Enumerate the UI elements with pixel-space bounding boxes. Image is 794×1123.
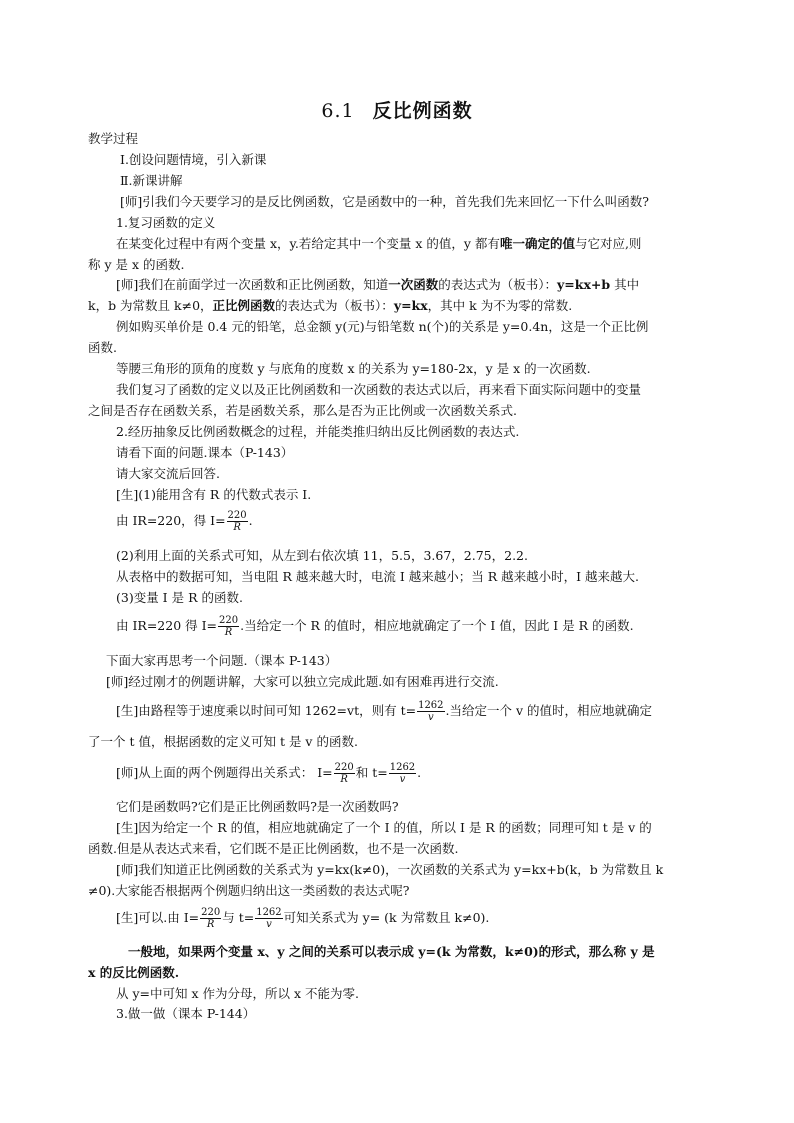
paragraph-line-with-fraction bbox=[116, 907, 489, 930]
fraction-denominator: v bbox=[427, 712, 434, 723]
paragraph-line-with-fraction bbox=[116, 700, 652, 723]
fraction-220-over-r bbox=[218, 615, 239, 638]
section-number: 6.1 bbox=[321, 100, 355, 122]
text-run: 的表达式为（板书）： bbox=[438, 277, 558, 292]
paragraph-line: 函数. bbox=[88, 340, 117, 355]
section-new-lesson: Ⅱ.新课讲解 bbox=[120, 173, 183, 188]
fraction-numerator: 220 bbox=[227, 510, 247, 521]
text-run: 可知关系式为 y= (k 为常数且 k≠0). bbox=[283, 910, 490, 925]
bold-text-run: 一次函数 bbox=[388, 277, 439, 292]
text-run: 与它对应,则 bbox=[574, 236, 642, 251]
text-run: .当给定一个 v 的值时，相应地就确定 bbox=[445, 703, 653, 718]
subheading-try: 3.做一做（课本 P-144） bbox=[116, 1006, 256, 1021]
paragraph-line: 之间是否存在函数关系，若是函数关系，那么是否为正比例或一次函数关系式. bbox=[88, 403, 517, 418]
text-run: [生]由路程等于速度乘以时间可知 1262=vt，则有 t= bbox=[116, 703, 417, 718]
section-name: 反比例函数 bbox=[372, 100, 473, 122]
text-run: [师]从上面的两个例题得出关系式： I= bbox=[116, 765, 333, 780]
fraction-220-over-r bbox=[200, 907, 221, 930]
paragraph-line: 请看下面的问题.课本（P-143） bbox=[116, 445, 294, 460]
fraction-numerator: 220 bbox=[201, 907, 221, 918]
paragraph-line: 函数.但是从表达式来看，它们既不是正比例函数，也不是一次函数. bbox=[88, 841, 459, 856]
fraction-denominator: v bbox=[266, 919, 272, 930]
formula-proportional: y=kx bbox=[393, 298, 428, 313]
page-title bbox=[0, 96, 794, 123]
text-run: ，其中 k 为不为零的常数. bbox=[427, 298, 573, 313]
fraction-denominator: R bbox=[206, 919, 215, 930]
text-run: 由 IR=220，得 I= bbox=[116, 513, 226, 528]
paragraph-line-with-fraction bbox=[116, 762, 421, 785]
paragraph-line: [生]因为给定一个 R 的值，相应地就确定了一个 I 的值，所以 I 是 R 的函数；同理可知 t 是 v 的 bbox=[116, 820, 652, 835]
text-run: [生]可以.由 I= bbox=[116, 910, 200, 925]
fraction-1262-over-v bbox=[389, 762, 416, 785]
definition-line: x 的反比例函数. bbox=[88, 965, 180, 980]
paragraph-line: 从 y=中可知 x 作为分母，所以 x 不能为零. bbox=[116, 986, 359, 1001]
formula-linear: y=kx+b bbox=[557, 277, 611, 292]
paragraph-line: (2)利用上面的关系式可知，从左到右依次填 11，5.5，3.67，2.75，2.2. bbox=[116, 548, 528, 563]
paragraph-line bbox=[88, 298, 572, 314]
fraction-1262-over-v bbox=[255, 907, 282, 930]
fraction-220-over-r bbox=[334, 762, 355, 785]
text-run: [师]我们在前面学过一次函数和正比例函数，知道 bbox=[116, 277, 389, 292]
paragraph-line: 例如购买单价是 0.4 元的铅笔，总金额 y(元)与铅笔数 n(个)的关系是 y=0.4n，这是一个正比例 bbox=[116, 319, 649, 334]
text-run: k，b 为常数且 k≠0， bbox=[88, 298, 213, 313]
text-run: 与 t= bbox=[222, 910, 255, 925]
paragraph-line: 我们复习了函数的定义以及正比例函数和一次函数的表达式以后，再来看下面实际问题中的变量 bbox=[116, 382, 642, 397]
fraction-denominator: R bbox=[340, 774, 348, 785]
paragraph-line: (3)变量 I 是 R 的函数. bbox=[116, 590, 243, 605]
paragraph-line-with-fraction bbox=[116, 510, 253, 533]
subheading-review: 1.复习函数的定义 bbox=[116, 215, 216, 230]
paragraph-line: 称 y 是 x 的函数. bbox=[88, 257, 185, 272]
paragraph-line: 它们是函数吗?它们是正比例函数吗?是一次函数吗? bbox=[116, 799, 399, 814]
paragraph-line bbox=[116, 236, 641, 252]
fraction-220-over-r bbox=[227, 510, 248, 533]
paragraph-line bbox=[116, 277, 639, 293]
text-run: 其中 bbox=[610, 277, 640, 292]
paragraph-line-with-fraction bbox=[116, 615, 634, 638]
paragraph-line: [师]我们知道正比例函数的关系式为 y=kx(k≠0)，一次函数的关系式为 y=kx+b(k，b 为常数且 k bbox=[116, 862, 664, 877]
bold-text-run: 正比例函数 bbox=[212, 298, 276, 313]
paragraph-line: [师]经过刚才的例题讲解，大家可以独立完成此题.如有困难再进行交流. bbox=[106, 674, 499, 689]
paragraph-line: ≠0).大家能否根据两个例题归纳出这一类函数的表达式呢? bbox=[88, 883, 410, 898]
paragraph-line: 请大家交流后回答. bbox=[116, 466, 220, 481]
fraction-denominator: v bbox=[399, 774, 406, 785]
paragraph-line: 了一个 t 值，根据函数的定义可知 t 是 v 的函数. bbox=[88, 734, 358, 749]
text-run: .当给定一个 R 的值时，相应地就确定了一个 I 值，因此 I 是 R 的函数. bbox=[240, 618, 634, 633]
fraction-numerator: 1262 bbox=[256, 907, 282, 918]
paragraph-line: 下面大家再思考一个问题.（课本 P-143） bbox=[106, 653, 338, 668]
fraction-denominator: R bbox=[233, 522, 241, 533]
text-run: 的表达式为（板书）： bbox=[275, 298, 394, 313]
fraction-numerator: 220 bbox=[334, 762, 354, 773]
text-run: 由 IR=220 得 I= bbox=[116, 618, 218, 633]
text-run: 和 t= bbox=[355, 765, 388, 780]
heading-teaching-process: 教学过程 bbox=[88, 131, 139, 146]
paragraph-line: [师]引我们今天要学习的是反比例函数，它是函数中的一种，首先我们先来回忆一下什么叫函数? bbox=[120, 194, 649, 209]
definition-line: 一般地，如果两个变量 x、y 之间的关系可以表示成 y=(k 为常数，k≠0)的形式，那么称 y 是 bbox=[128, 944, 655, 959]
paragraph-line: [生](1)能用含有 R 的代数式表示 I. bbox=[116, 487, 312, 502]
fraction-numerator: 220 bbox=[219, 615, 239, 626]
text-run: 在某变化过程中有两个变量 x，y.若给定其中一个变量 x 的值，y 都有 bbox=[116, 236, 500, 251]
text-run: . bbox=[417, 765, 422, 780]
section-intro: Ⅰ.创设问题情境，引入新课 bbox=[120, 152, 267, 167]
paragraph-line: 从表格中的数据可知，当电阻 R 越来越大时，电流 I 越来越小；当 R 越来越小时，I 越来越大. bbox=[116, 569, 639, 584]
fraction-numerator: 1262 bbox=[418, 700, 444, 711]
subheading-abstract: 2.经历抽象反比例函数概念的过程，并能类推归纳出反比例函数的表达式. bbox=[116, 424, 520, 439]
fraction-numerator: 1262 bbox=[389, 762, 416, 773]
fraction-denominator: R bbox=[224, 627, 233, 638]
text-run: . bbox=[248, 513, 253, 528]
fraction-1262-over-v bbox=[417, 700, 444, 723]
paragraph-line: 等腰三角形的顶角的度数 y 与底角的度数 x 的关系为 y=180-2x，y 是 x 的一次函数. bbox=[116, 361, 591, 376]
bold-text-run: 唯一确定的值 bbox=[499, 236, 575, 251]
